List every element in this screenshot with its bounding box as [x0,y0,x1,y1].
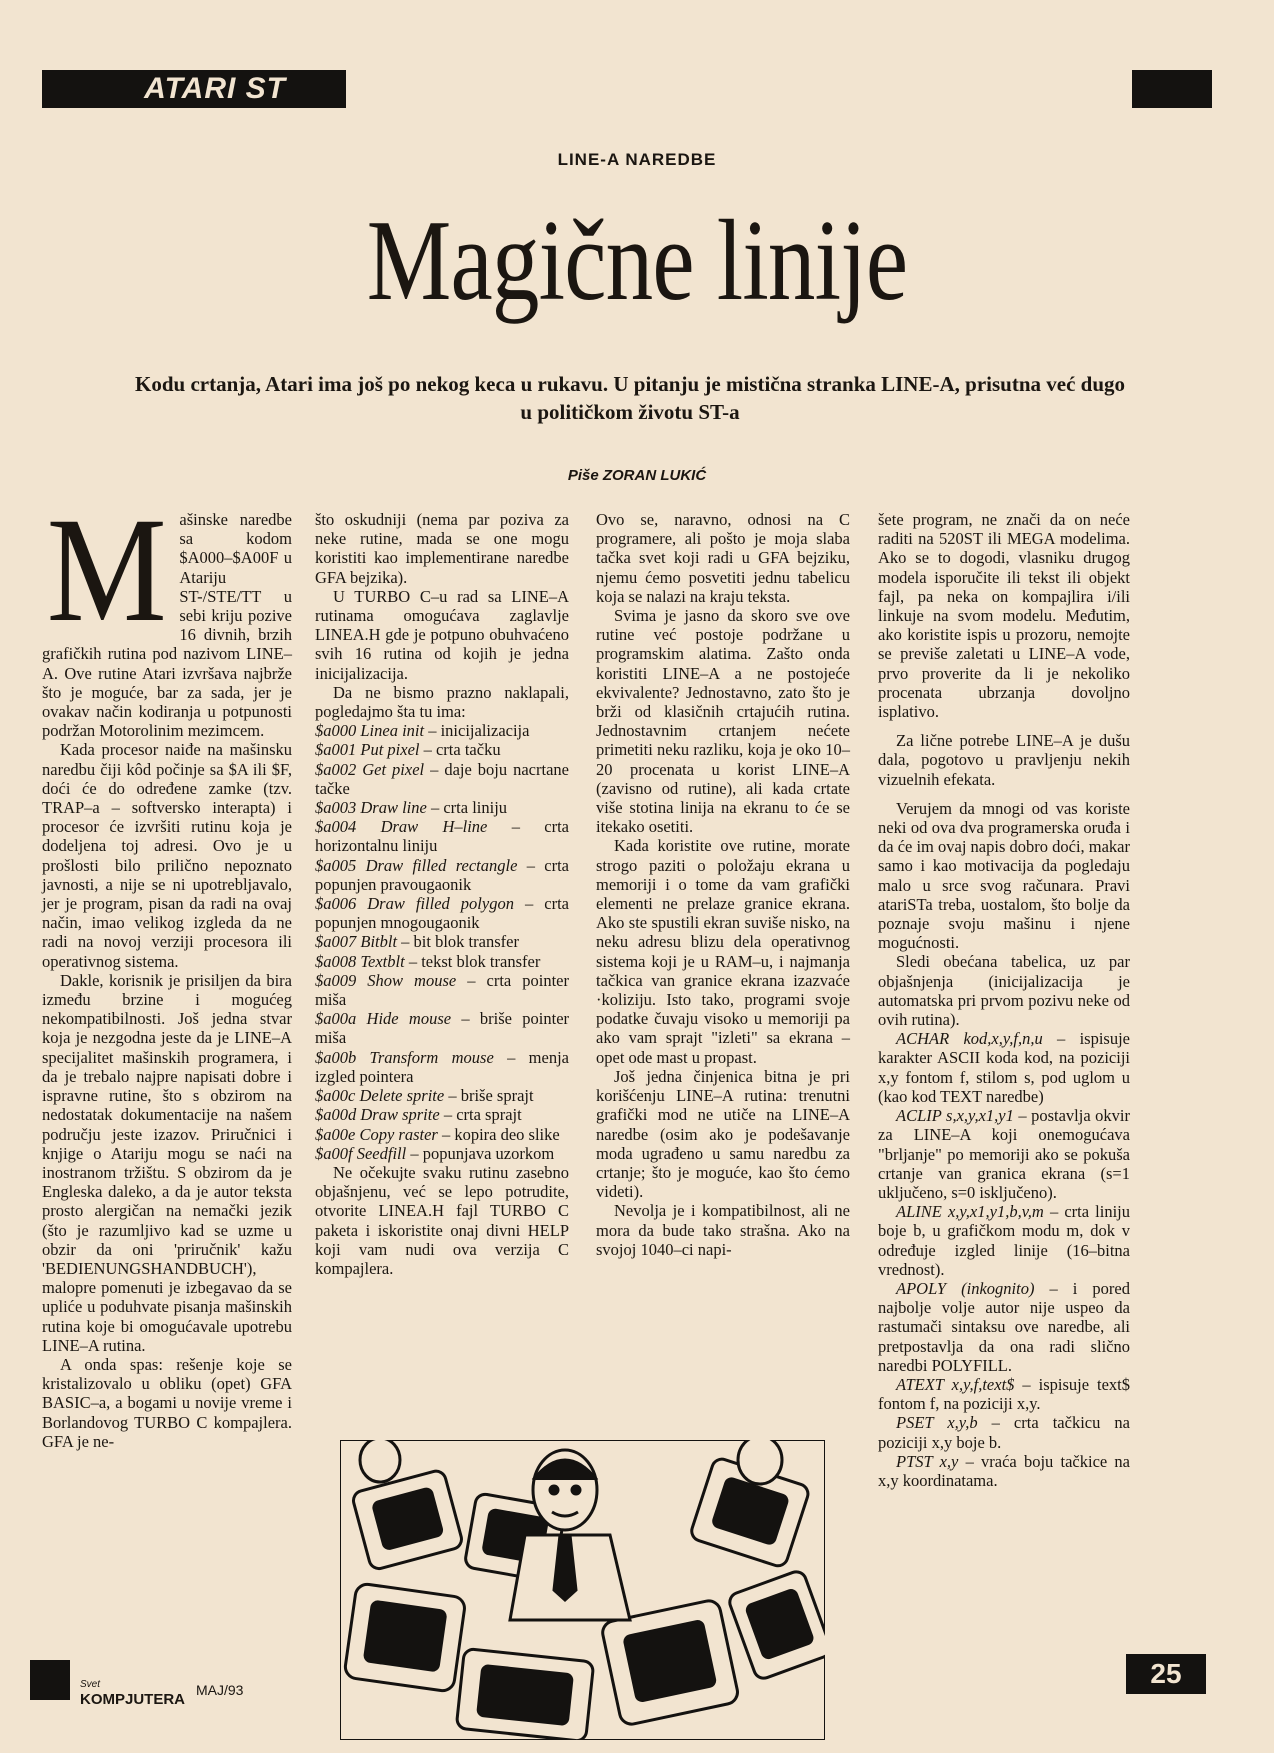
routine-desc: – popunjava uzorkom [406,1143,555,1163]
command-item [878,1202,1130,1279]
col4-paragraph-1: šete program, ne znači da on neće raditi na 520ST ili MEGA modelima. Ako se to dogodi, vlasniku drugog modela isporučite ili tekst ili objekt fajl, pa neka on kompajlira i/ili linkuje na svom modelu. Međutim, ako koristite ispis u prozoru, nemojte se previše zaletati u LINE–A vode, prvo proverite da li je nekoliko procenata ubrzanja dovoljno isplativo. [878,510,1130,722]
col2-paragraph-1: što oskudniji (nema par poziva za neke rutine, mada se one mogu koristiti kao implementirane naredbe GFA bejzika). [315,510,569,587]
routine-item [315,1144,569,1163]
command-item [878,1452,1130,1490]
routine-item [315,740,569,759]
command-syntax: APOLY (inkognito) [896,1278,1035,1298]
issue-date: MAJ/93 [196,1682,244,1698]
routine-name: $a003 Draw line [315,798,427,818]
routine-desc: – crta horizontalnu liniju [315,817,569,856]
routine-desc: – menja izgled pointera [315,1047,569,1086]
routine-desc: – crta sprajt [439,1105,522,1125]
col2-paragraph-4: Ne očekujte svaku rutinu zasebno objašnjenu, već se lepo potrudite, otvorite LINEA.H fajl TURBO C paketa i iskoristite onaj divni HELP koji vam nudi ova verzija C kompajlera. [315,1162,569,1278]
command-desc: – i pored najbolje volje autor nije uspeo da rastumači sintaksu ove naredbe, ali pretpostavlja da ona radi slično naredbi POLYFILL. [878,1278,1130,1375]
routine-item [315,1125,569,1144]
command-item [878,1375,1130,1413]
byline: Piše ZORAN LUKIĆ [567,467,707,484]
magazine-name-small: Svet [80,1679,101,1690]
command-item [878,1029,1130,1106]
column-3 [596,510,850,1259]
command-item [878,1279,1130,1375]
command-syntax: ACHAR kod,x,y,f,n,u [896,1029,1043,1049]
routine-desc: – crta popunjen mnogougaonik [315,894,569,933]
magazine-name [80,1674,185,1708]
routine-name: $a006 Draw filled polygon [315,894,514,914]
routine-name: $a008 Textblt [315,951,405,971]
routine-name: $a00a Hide mouse [315,1009,452,1029]
drop-cap: M [46,487,167,653]
col1-paragraph-1: ašinske naredbe sa kodom $A000–$A00F u Atariju ST-/STE/TT u sebi kriju pozive 16 divnih, brzih grafičkih rutina pod nazivom LINE–A. Ove rutine Atari izvršava najbrže što je moguće, bar za sada, jer je ovakav način kodiranja u potpunosti podržan Motorolinim mezimcem. [42,510,292,741]
command-item [878,1106,1130,1202]
footer-square [30,1660,70,1700]
command-syntax: ACLIP s,x,y,x1,y1 [896,1106,1014,1126]
col4-paragraph-2: Za lične potrebe LINE–A je dušu dala, pogotovo u pravljenju nekih vizuelnih efekata. [878,731,1130,789]
routine-item [315,1048,569,1086]
routine-desc: – crta liniju [426,798,508,818]
command-desc: – ispisuje text$ fontom f, na poziciji x,y. [878,1374,1130,1414]
routine-item [315,856,569,894]
command-item [878,1413,1130,1451]
command-syntax: PTST x,y [896,1451,959,1471]
command-syntax: PSET x,y,b [896,1413,978,1433]
routine-name: $a005 Draw filled rectangle [315,855,518,875]
col4-paragraph-4: Sledi obećana tabelica, uz par objašnjenja (inicijalizacija je automatska pri prvom pozivu neke od ovih rutina). [878,952,1130,1030]
corner-block [1132,70,1212,108]
routine-desc: – crta popunjen pravougaonik [315,855,569,894]
column-4 [878,510,1130,1490]
col1-paragraph-3: Dakle, korisnik je prisiljen da bira između brzine i mogućeg nekompatibilnosti. Još jedna stvar koja je nezgodna jeste da je LINE–A specijalitet mašinskih programera, i da je trebalo najpre napisati dobre i ispravne rutine, što s obzirom na nedostatak dokumentacije na našem području jeste izazov. Priručnici i knjige o Atariju mogu se naći na inostranom tržištu. S obzirom da je Engleska daleko, a da je autor teksta prosto alergičan na nemački jezik (što je razumljivo kad se uzme u obzir da oni 'priručnik' kažu 'BEDIENUNGSHANDBUCH'), malopre pomenuti je izbegavao da se upliće u poduhvate pisanja mašinskih rutina koje bi omogućavale upotrebu LINE–A rutina. [42,970,292,1355]
routine-item [315,894,569,932]
page-number: 25 [1126,1654,1206,1694]
magazine-name-main: KOMPJUTERA [80,1691,186,1708]
lead-paragraph: Kodu crtanja, Atari ima još po nekog keca u rukavu. U pitanju je mistična stranka LINE-A, prisutna već dugo u političkom životu ST-a [135,372,1125,424]
routine-desc: – bit blok transfer [397,932,519,952]
routine-desc: – daje boju nacrtane tačke [315,759,569,798]
routine-desc: – crta tačku [419,740,501,760]
routine-item [315,971,569,1009]
headline: Magične linije [366,197,908,325]
routine-name: $a000 Linea init [315,721,425,741]
col3-paragraph-4: Još jedna činjenica bitna je pri korišćenju LINE–A rutina: trenutni grafički mod ne utiče na LINE–A naredbe (osim ako je podešavanje moda ugrađeno u samu naredbu za crtanje; što je moguće, kao što ćemo videti). [596,1066,850,1202]
col4-paragraph-3: Verujem da mnogi od vas koriste neki od ova dva programerska oruđa i da će im ovaj napis dobro doći, makar samo i kao motivacija da pogledaju malo u srce svog računara. Pravi atariSTa treba, uostalom, što bolje da poznaje svoju mašinu i njene mogućnosti. [878,798,1131,953]
command-desc: – crta liniju boje b, u grafičkom modu m, dok v određuje izgled linije (16–bitna vrednost). [878,1202,1130,1279]
routine-item [315,798,569,817]
routine-name: $a004 Draw H–line [315,817,488,837]
routine-desc: – briše sprajt [444,1086,534,1106]
routine-item [315,1105,569,1124]
routine-name: $a00d Draw sprite [315,1105,440,1125]
routine-item [315,1009,569,1047]
command-syntax: ALINE x,y,x1,y1,b,v,m [896,1202,1044,1222]
column-2 [315,510,569,1278]
col1-paragraph-2: Kada procesor naiđe na mašinsku naredbu čiji kôd počinje sa $A ili $F, doći će do određene zamke (tzv. TRAP–a – softversko interapta) i procesor će izvršiti rutinu koja je dodeljena toj adresi. Ovo je u prošlosti bilo prilično nepoznato javnosti, a nije se ni upotrebljavalo, jer je program, pisan da radi na ovaj način, imao velikog izgleda da ne radi na novoj verziji procesora ili operativnog sistema. [42,740,292,971]
routine-name: $a007 Bitblt [315,932,398,952]
routine-name: $a00e Copy raster [315,1124,438,1144]
routine-item [315,1086,569,1105]
col2-paragraph-3: Da ne bismo prazno naklapali, pogledajmo šta tu ima: [315,682,569,722]
routine-desc: – briše pointer miša [315,1009,570,1048]
routine-desc: – crta pointer miša [315,970,569,1010]
routine-desc: – kopira deo slike [437,1124,560,1144]
routine-name: $a009 Show mouse [315,970,457,990]
routine-name: $a00c Delete sprite [315,1086,445,1106]
section-label: ATARI ST [144,72,286,105]
command-desc: – vraća boju tačkice na x,y koordinatama. [878,1451,1131,1490]
command-desc: – crta tačkicu na poziciji x,y boje b. [878,1413,1130,1452]
routine-item [315,932,569,951]
routine-item [315,760,569,798]
routine-name: $a00b Transform mouse [315,1047,494,1067]
routine-name: $a002 Get pixel [315,759,425,779]
column-1 [42,487,292,1451]
routine-name: $a001 Put pixel [315,740,420,760]
routine-desc: – inicijalizacija [424,721,530,741]
col1-paragraph-4: A onda spas: rešenje koje se kristalizovalo u obliku (opet) GFA BASIC–a, a bogami u novije vreme i Borlandovog TURBO C kompajlera. GFA je ne- [42,1354,292,1451]
command-list [878,1029,1130,1490]
section-bar [42,70,346,108]
kicker: LINE-A NAREDBE [557,150,717,169]
routine-desc: – tekst blok transfer [404,951,541,971]
routine-list [315,721,569,1163]
col3-paragraph-1: Ovo se, naravno, odnosi na C programere, ali pošto je moja slaba tačka svet koji radi u GFA bejziku, njemu ćemo posvetiti jednu tabelicu koja se nalazi na kraju teksta. [596,510,850,606]
routine-name: $a00f Seedfill [315,1143,407,1163]
routine-item [315,721,569,740]
command-syntax: ATEXT x,y,f,text$ [896,1374,1015,1394]
col3-paragraph-3: Kada koristite ove rutine, morate strogo paziti o položaju ekrana u memoriji i o tome da vam grafički elementi ne prelaze granice ekrana. Ako ste spustili ekran suviše nisko, na neku adresu blizu dela operativnog sistema koji je u RAM–u, i najmanja tačkica van granice ekrana izazvaće ·koliziju. Isto tako, programi svoje podatke čuvaju visoko u memoriji pa ako vam sprajt "izleti" sa ekrana – opet ode mast u propast. [596,836,850,1067]
routine-item [315,817,569,855]
command-desc: – postavlja okvir za LINE–A koji onemogućava "brljanje" po memoriji ako se pokuša crtanje van granica ekrana (s=1 uključeno, s=0 isključeno). [878,1106,1130,1202]
col2-paragraph-2: U TURBO C–u rad sa LINE–A rutinama omogućava zaglavlje LINEA.H gde je potpuno obuhvaćeno svih 16 rutina od kojih je jedna inicijalizacija. [315,586,569,683]
col3-paragraph-5: Nevolja je i kompatibilnost, ali ne mora da bude tako strašna. Ako na svojoj 1040–ci napi- [596,1201,850,1259]
cartoon-illustration [340,1440,825,1740]
col3-paragraph-2: Svima je jasno da skoro sve ove rutine već postoje podržane u programskim alatima. Zašto onda koristiti LINE–A a ne postojeće ekvivalente? Jednostavno, zato što je brži od klasičnih crtajućih rutina. Jednostavnim crtanjem nećete primetiti neku razliku, koja je oko 10–20 procenata u korist LINE–A (zavisno od rutine), ali kada crtate više stotina linija na ekranu to će se itekako osetiti. [596,606,850,837]
command-desc: – ispisuje karakter ASCII koda kod, na poziciji x,y fontom f, stilom s, pod uglom u (kao kod TEXT naredbe) [878,1029,1130,1106]
routine-item [315,952,569,971]
